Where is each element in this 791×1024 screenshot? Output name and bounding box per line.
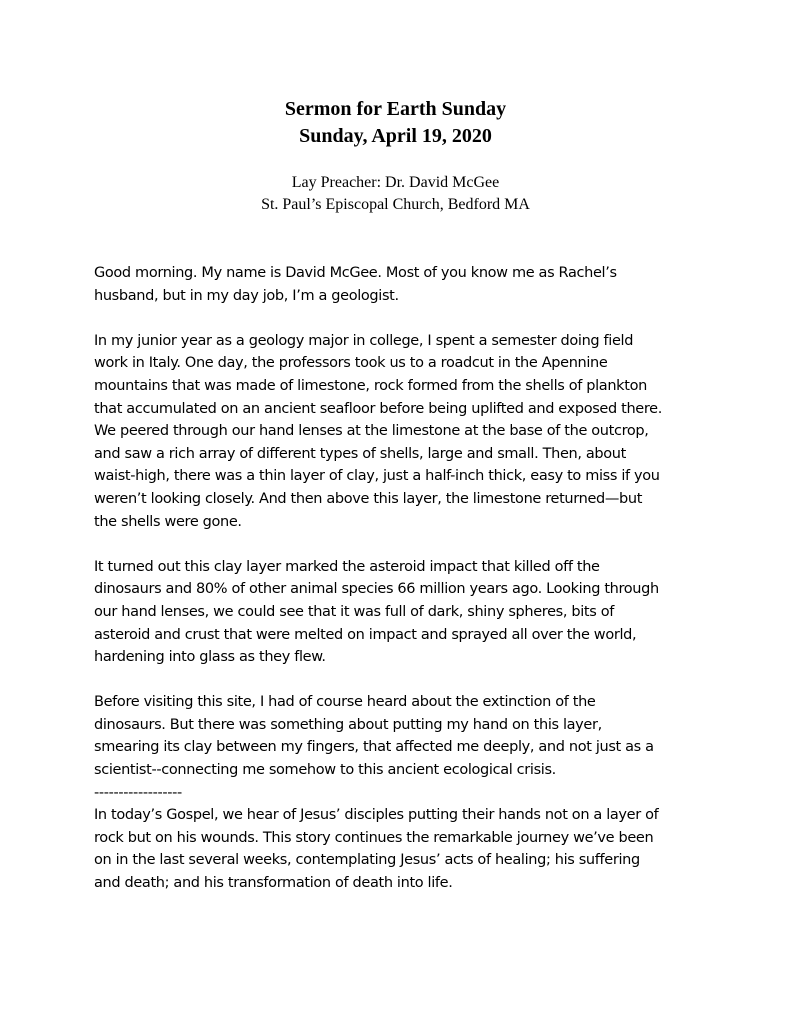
sermon-body	[94, 262, 714, 895]
text-line: the shells were gone.	[94, 513, 242, 530]
text-line: dinosaurs. But there was something about putting my hand on this layer,	[94, 716, 602, 733]
text-line: husband, but in my day job, I’m a geologist.	[94, 287, 399, 304]
paragraph-intro	[94, 262, 714, 307]
text-line: scientist--connecting me somehow to this ancient ecological crisis.	[94, 762, 556, 779]
text-line: waist-high, there was a thin layer of clay, just a half-inch thick, easy to miss if you	[94, 468, 660, 485]
title-block	[0, 96, 791, 150]
text-line: We peered through our hand lenses at the limestone at the base of the outcrop,	[94, 423, 649, 440]
church-line: St. Paul’s Episcopal Church, Bedford MA	[261, 196, 530, 213]
text-line: that accumulated on an ancient seafloor before being uplifted and exposed there.	[94, 400, 662, 417]
text-line: Good morning. My name is David McGee. Most of you know me as Rachel’s	[94, 265, 617, 281]
text-line: and saw a rich array of different types of shells, large and small. Then, about	[94, 445, 626, 462]
paragraph-asteroid	[94, 556, 714, 669]
text-line: dinosaurs and 80% of other animal species 66 million years ago. Looking through	[94, 581, 659, 598]
text-line: and death; and his transformation of death into life.	[94, 875, 453, 892]
preacher-line: Lay Preacher: Dr. David McGee	[291, 174, 500, 191]
paragraph-italy	[94, 330, 714, 533]
text-line: In my junior year as a geology major in college, I spent a semester doing field	[94, 332, 634, 349]
text-line: Before visiting this site, I had of course heard about the extinction of the	[94, 694, 596, 711]
text-line: hardening into glass as they flew.	[94, 649, 326, 666]
text-line: rock but on his wounds. This story continues the remarkable journey we’ve been	[94, 829, 654, 846]
paragraph-gospel	[94, 691, 714, 894]
sermon-date: Sunday, April 19, 2020	[299, 125, 492, 147]
text-line: asteroid and crust that were melted on impact and sprayed all over the world,	[94, 626, 637, 643]
section-divider: ------------------	[94, 784, 182, 801]
text-line: on in the last several weeks, contemplating Jesus’ acts of healing; his suffering	[94, 852, 640, 869]
text-line: our hand lenses, we could see that it was full of dark, shiny spheres, bits of	[94, 603, 614, 620]
text-line: It turned out this clay layer marked the asteroid impact that killed off the	[94, 558, 600, 575]
text-line: smearing its clay between my fingers, that affected me deeply, and not just as a	[94, 739, 654, 756]
sermon-title: Sermon for Earth Sunday	[284, 98, 507, 120]
text-line: weren’t looking closely. And then above this layer, the limestone returned—but	[94, 490, 643, 507]
text-line: work in Italy. One day, the professors took us to a roadcut in the Apennine	[94, 355, 608, 372]
text-line: mountains that was made of limestone, rock formed from the shells of plankton	[94, 377, 647, 394]
text-line: In today’s Gospel, we hear of Jesus’ disciples putting their hands not on a layer of	[94, 807, 659, 824]
byline-block	[0, 172, 791, 216]
